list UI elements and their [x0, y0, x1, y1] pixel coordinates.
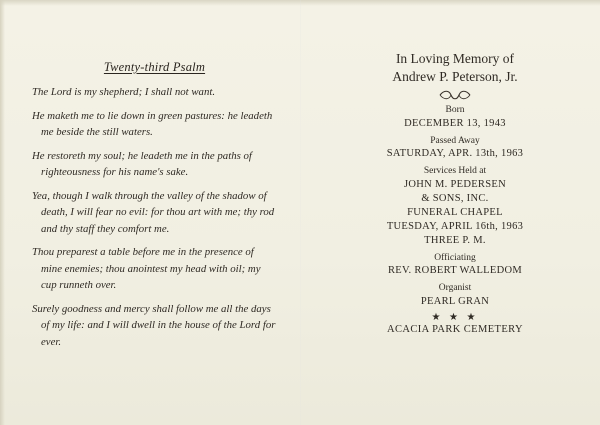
organist-name: PEARL GRAN: [420, 295, 490, 307]
born-date: DECEMBER 13, 1943: [404, 117, 506, 129]
passed-label: Passed Away: [430, 135, 480, 146]
organist-label: Organist: [438, 283, 472, 293]
passed-date: SATURDAY, APR. 13th, 1963: [386, 148, 524, 159]
services-place: & SONS, INC.: [421, 192, 489, 204]
psalm-verse: He restoreth my soul; he leadeth me in the paths of righteousness for his name's sake.: [32, 149, 252, 178]
star-divider: ★ ★ ★: [431, 311, 479, 323]
services-time: THREE P. M.: [424, 234, 486, 246]
memorial-heading: In Loving Memory of: [395, 51, 515, 66]
center-fold: [300, 0, 301, 425]
services-label: Services Held at: [423, 166, 487, 176]
services-place: JOHN M. PEDERSEN: [404, 178, 506, 190]
born-label: Born: [445, 105, 465, 115]
officiating-label: Officiating: [434, 252, 476, 263]
psalm-verse: He maketh me to lie down in green pastures: he leadeth me beside the still waters.: [32, 109, 273, 138]
services-place: FUNERAL CHAPEL: [407, 206, 503, 218]
scroll-flourish-icon: [438, 90, 472, 100]
memorial-panel: [330, 50, 580, 335]
psalm-verse: Thou preparest a table before me in the presence of mine enemies; thou anointest my head with oil; my cup runneth over.: [32, 246, 261, 291]
officiant-name: REV. ROBERT WALLEDOM: [387, 265, 522, 276]
psalm-title: Twenty-third Psalm: [103, 60, 206, 74]
cemetery-name: ACACIA PARK CEMETERY: [387, 323, 523, 335]
psalm-verse: Surely goodness and mercy shall follow me all the days of my life: and I will dwell in the house of the Lord for ever.: [32, 302, 276, 348]
psalm-verse: Yea, though I walk through the valley of the shadow of death, I will fear no evil: for thou art with me; thy rod and thy staff they comfort me.: [32, 189, 275, 235]
psalm-verse: The Lord is my shepherd; I shall not want.: [32, 86, 216, 98]
psalm-panel: [32, 60, 277, 357]
deceased-name: Andrew P. Peterson, Jr.: [392, 69, 518, 84]
services-date: TUESDAY, APRIL 16th, 1963: [386, 220, 524, 232]
